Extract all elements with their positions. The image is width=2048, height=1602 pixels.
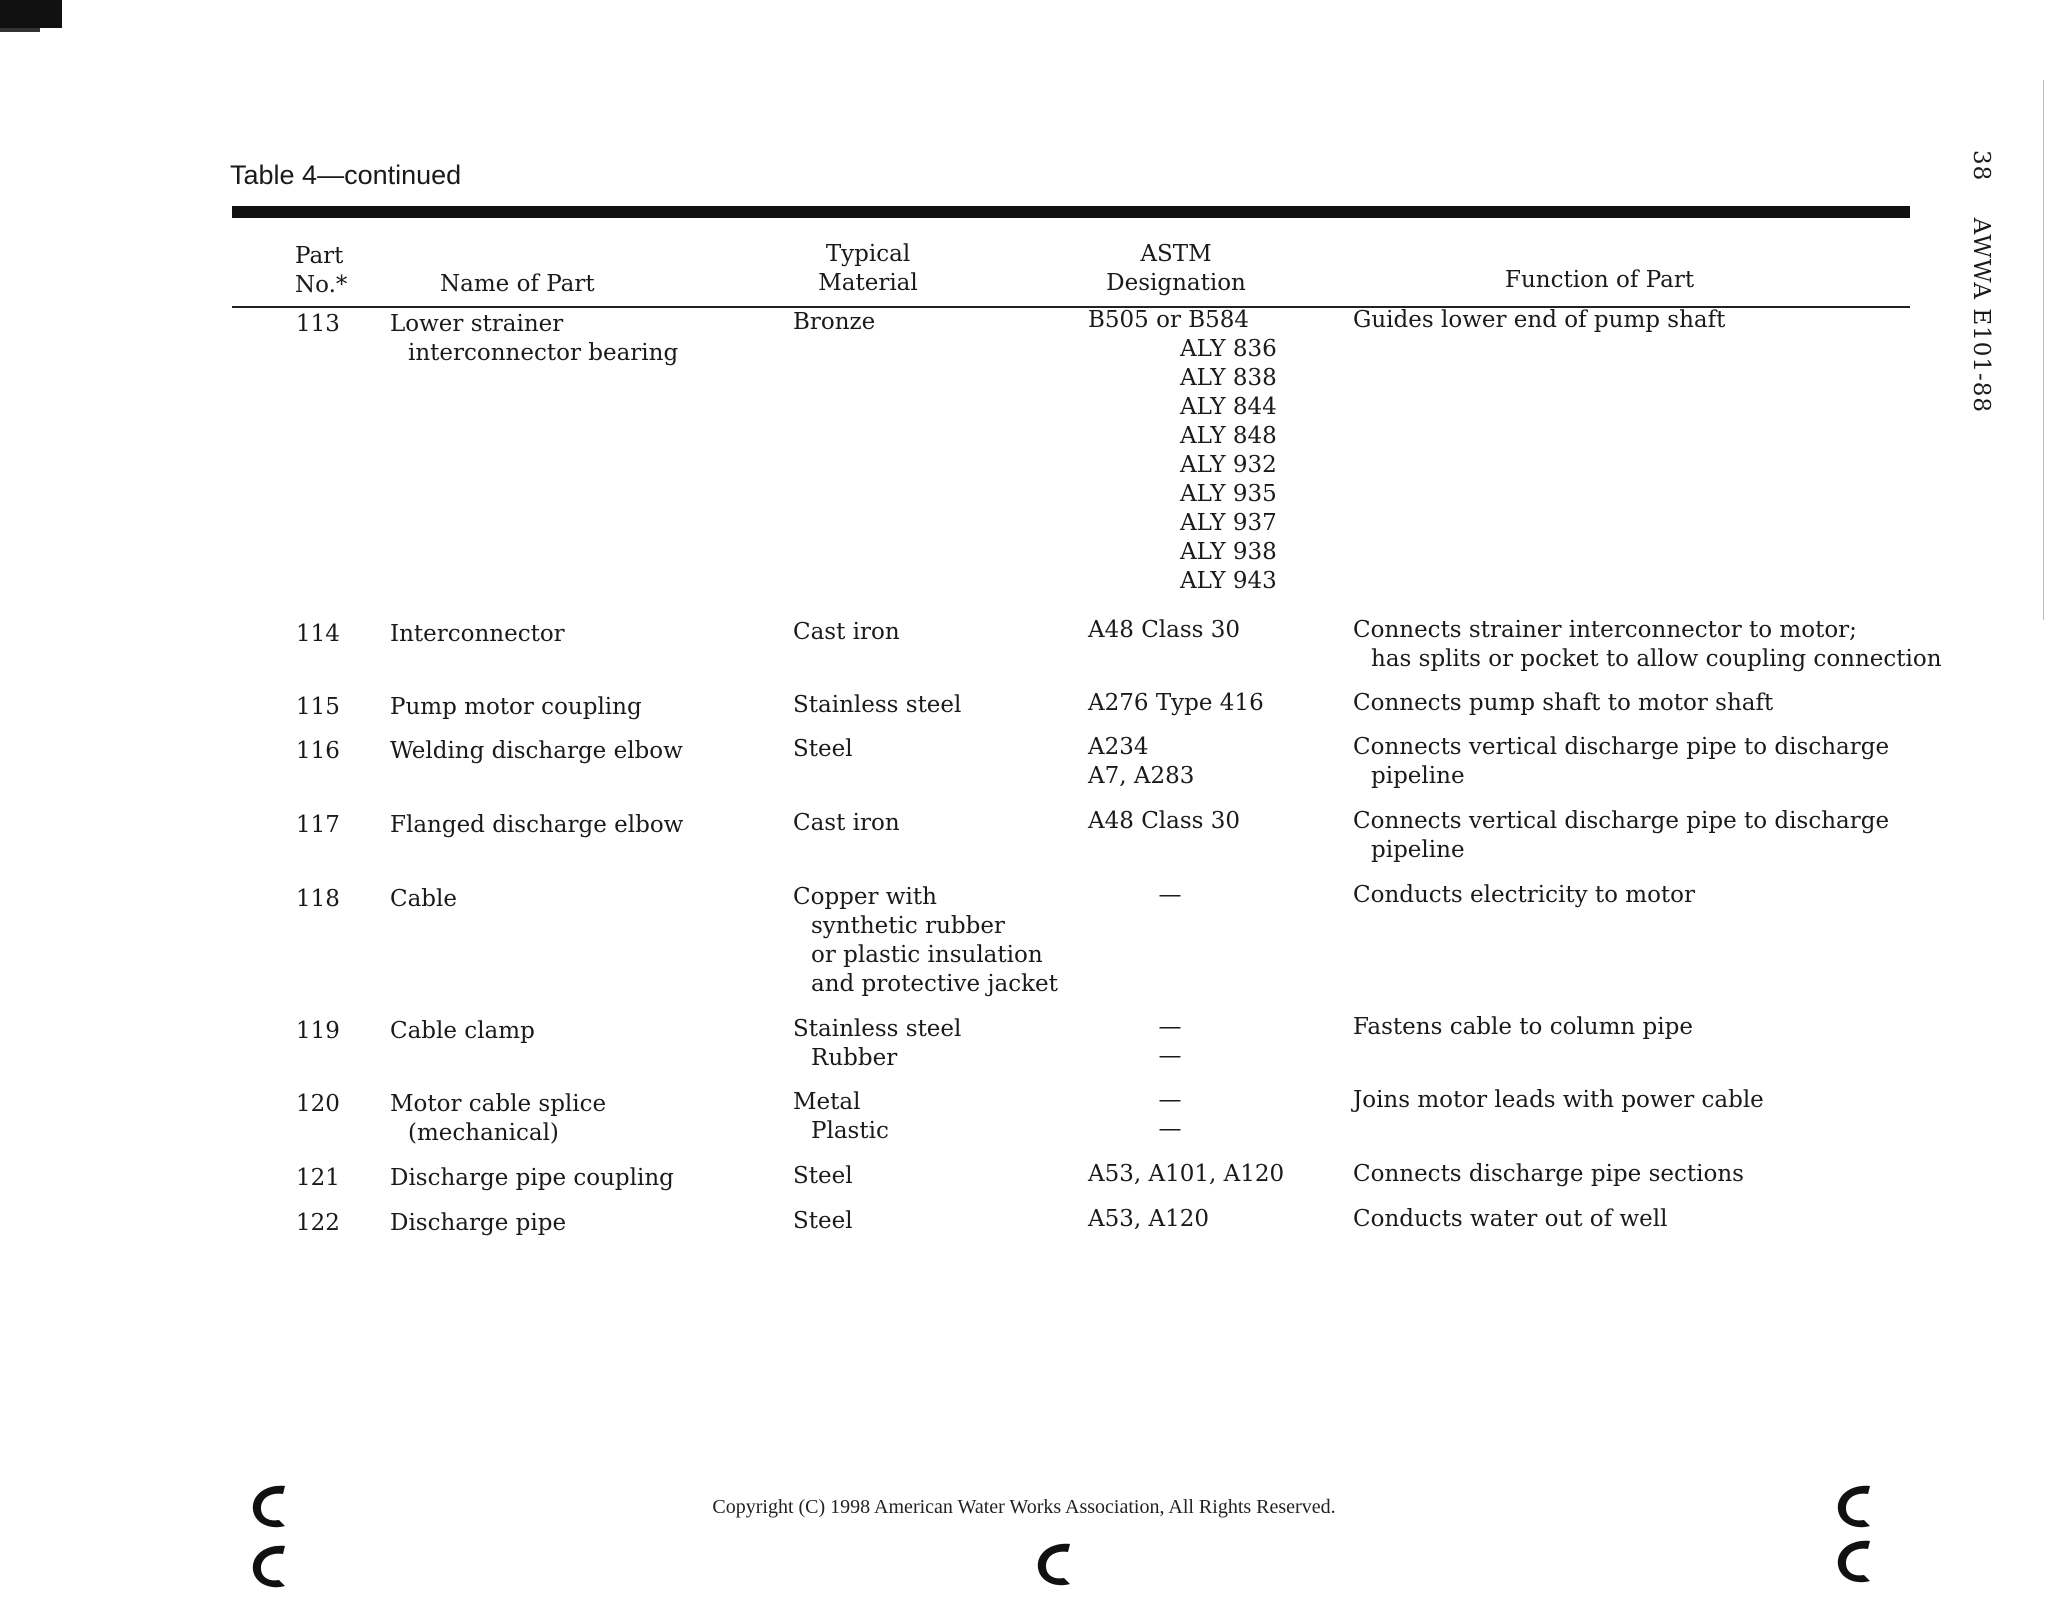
cell-function: Connects vertical discharge pipe to discharge <box>1353 734 1890 760</box>
cell-astm: A276 Type 416 <box>1088 690 1264 716</box>
cell-part-no: 114 <box>296 621 340 647</box>
cell-astm-list: ALY 938 <box>1180 539 1277 565</box>
cell-astm-list: ALY 838 <box>1180 365 1277 391</box>
cell-material: Steel <box>793 736 853 762</box>
cell-part-no: 120 <box>296 1091 340 1117</box>
cell-function: Connects pump shaft to motor shaft <box>1353 690 1774 716</box>
cell-material: or plastic insulation <box>811 942 1043 968</box>
cell-astm: A234 <box>1088 734 1149 760</box>
header-part-no <box>295 242 355 300</box>
cell-material: Cast iron <box>793 619 900 645</box>
cell-function: Joins motor leads with power cable <box>1353 1087 1764 1113</box>
table-top-rule <box>232 206 1910 218</box>
cell-astm-dash: — <box>1158 882 1182 908</box>
cell-function: Connects discharge pipe sections <box>1353 1161 1744 1187</box>
cell-material: Bronze <box>793 309 876 335</box>
cell-name: Lower strainer <box>390 311 564 337</box>
cell-function: pipeline <box>1371 763 1465 789</box>
table-title: Table 4—continued <box>230 160 462 190</box>
cell-function: Conducts water out of well <box>1353 1206 1668 1232</box>
cell-astm-list: ALY 932 <box>1180 452 1277 478</box>
cell-name: Welding discharge elbow <box>390 738 683 764</box>
cell-astm-list: ALY 848 <box>1180 423 1277 449</box>
cell-material: synthetic rubber <box>811 913 1005 939</box>
cell-astm-list: ALY 935 <box>1180 481 1277 507</box>
cell-part-no: 113 <box>296 311 340 337</box>
cell-function: has splits or pocket to allow coupling connection <box>1371 646 1942 672</box>
cell-material: Rubber <box>811 1045 898 1071</box>
cell-part-no: 116 <box>296 738 340 764</box>
cell-astm: B505 or B584 <box>1088 307 1250 333</box>
copyright-notice: Copyright (C) 1998 American Water Works Association, All Rights Reserved. <box>712 1496 1336 1518</box>
header-astm: ASTM Designation <box>1106 241 1246 296</box>
cell-part-no: 118 <box>296 886 340 912</box>
header-name: Name of Part <box>440 271 595 297</box>
cell-part-no: 117 <box>296 812 340 838</box>
cell-function: Fastens cable to column pipe <box>1353 1014 1693 1040</box>
cell-astm: A48 Class 30 <box>1088 808 1241 834</box>
cell-name: Interconnector <box>390 621 565 647</box>
cell-astm-dash: — <box>1158 1014 1182 1040</box>
cell-astm-list: ALY 836 <box>1180 336 1277 362</box>
cell-name: Cable clamp <box>390 1018 535 1044</box>
cell-part-no: 121 <box>296 1165 340 1191</box>
cell-material: Stainless steel <box>793 1016 962 1042</box>
registration-mark-left-top <box>245 1480 291 1538</box>
cell-name: Motor cable splice <box>390 1091 607 1117</box>
cell-name: Discharge pipe <box>390 1210 567 1236</box>
cell-part-no: 115 <box>296 694 340 720</box>
cell-material: Copper with <box>793 884 937 910</box>
cell-name: (mechanical) <box>408 1120 559 1146</box>
cell-astm: A53, A101, A120 <box>1088 1161 1285 1187</box>
cell-astm: A48 Class 30 <box>1088 617 1241 643</box>
cell-astm-list: ALY 937 <box>1180 510 1277 536</box>
cell-astm-list: ALY 844 <box>1180 394 1277 420</box>
cell-name: interconnector bearing <box>408 340 679 366</box>
cell-material: Stainless steel <box>793 692 962 718</box>
cell-material: Steel <box>793 1163 853 1189</box>
cell-name: Flanged discharge elbow <box>390 812 684 838</box>
registration-mark-right-top <box>1830 1480 1876 1538</box>
cell-material: Cast iron <box>793 810 900 836</box>
cell-function: pipeline <box>1371 837 1465 863</box>
cell-astm-list: ALY 943 <box>1180 568 1277 594</box>
cell-material: and protective jacket <box>811 971 1058 997</box>
running-header <box>1968 150 1994 413</box>
page-number: 38 <box>1968 150 1994 182</box>
scan-corner-mark <box>0 0 62 28</box>
cell-function: Connects vertical discharge pipe to discharge <box>1353 808 1890 834</box>
header-material: Typical Material <box>818 241 918 296</box>
header-part-no-text: Part No.* <box>295 243 348 298</box>
registration-mark-left-bottom <box>245 1540 291 1598</box>
cell-part-no: 119 <box>296 1018 340 1044</box>
cell-part-no: 122 <box>296 1210 340 1236</box>
registration-mark-right-bottom <box>1830 1535 1876 1593</box>
page-edge-line <box>2043 80 2044 620</box>
header-function: Function of Part <box>1505 267 1695 293</box>
cell-name: Cable <box>390 886 458 912</box>
cell-astm: A53, A120 <box>1088 1206 1210 1232</box>
cell-material: Plastic <box>811 1118 889 1144</box>
document-id: AWWA E101-88 <box>1968 217 1994 414</box>
cell-function: Conducts electricity to motor <box>1353 882 1696 908</box>
registration-mark-center <box>1030 1538 1076 1596</box>
cell-astm-dash: — <box>1158 1043 1182 1069</box>
cell-function: Guides lower end of pump shaft <box>1353 307 1726 333</box>
cell-material: Metal <box>793 1089 861 1115</box>
cell-name: Discharge pipe coupling <box>390 1165 674 1191</box>
cell-function: Connects strainer interconnector to motor; <box>1353 617 1857 643</box>
cell-astm-dash: — <box>1158 1116 1182 1142</box>
cell-name: Pump motor coupling <box>390 694 642 720</box>
cell-material: Steel <box>793 1208 853 1234</box>
cell-astm: A7, A283 <box>1088 763 1195 789</box>
cell-astm-dash: — <box>1158 1087 1182 1113</box>
